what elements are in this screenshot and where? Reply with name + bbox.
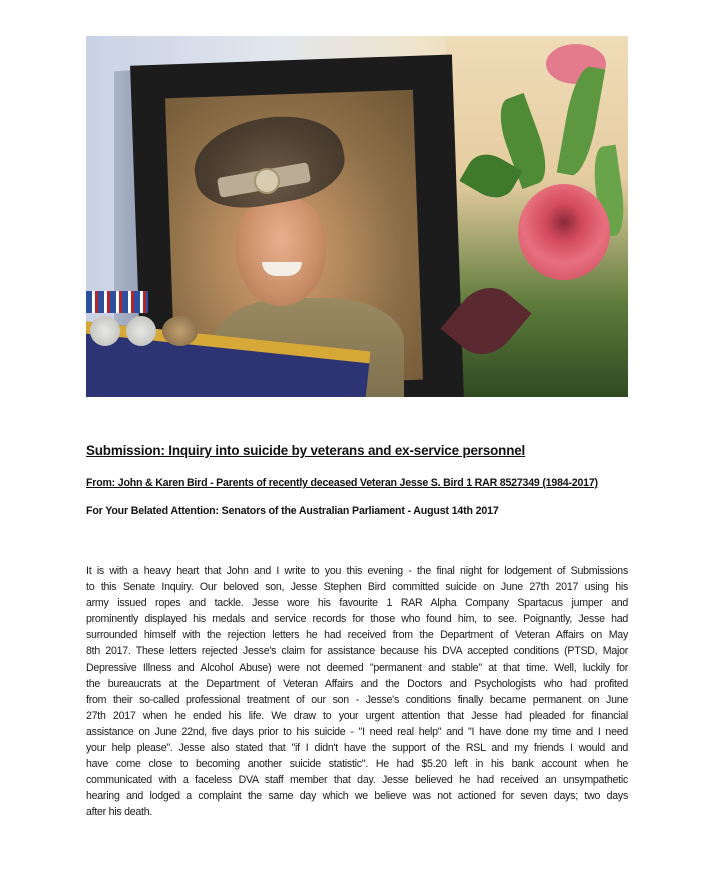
paragraph-line: after his death. <box>86 806 153 819</box>
medal-icon <box>162 316 198 346</box>
paragraph-line: the bureaucrats at the Department of Veteran Affairs and the Doctors and Psychologists who had profited <box>86 677 628 690</box>
body-paragraph <box>86 563 628 821</box>
from-line: From: John & Karen Bird - Parents of recently deceased Veteran Jesse S. Bird 1 RAR 8527349 (1984-2017) <box>86 477 598 489</box>
paragraph-line: have come close to becoming another suicide statistic". He had $5.20 left in his bank account when he <box>86 758 628 771</box>
protea-flower <box>518 184 610 280</box>
paragraph-line: It is with a heavy heart that John and I write to you this evening - the final night for lodgement of Submissions <box>86 565 628 577</box>
paragraph-line: 27th 2017 when he ended his life. We draw to your urgent attention that Jesse had pleaded for financial <box>86 709 628 722</box>
paragraph-line: communicated with a faceless DVA staff member that day. Jesse believed he had received an unsympathetic <box>86 774 628 787</box>
attention-line: For Your Belated Attention: Senators of the Australian Parliament - August 14th 2017 <box>86 505 499 517</box>
rising-sun-badge-icon <box>254 168 280 194</box>
paragraph-line: hearing and lodged a complaint the same day which we believe was not actioned for seven days; two days <box>86 790 628 803</box>
paragraph-line: surrounded himself with the rejection letters he had received from the Department of Veteran Affairs on May <box>86 629 628 642</box>
paragraph-line: prominently displayed his medals and service records for those who found him, to see. Poignantly, Jesse had <box>86 613 628 626</box>
paragraph-line: your help please". Jesse also stated that "if I didn't have the support of the RSL and my friends I would and <box>86 742 628 755</box>
paragraph-line: Depressive Illness and Alcohol Abuse) were not deemed "permanent and stable" at that time. Well, luckily for <box>86 661 628 674</box>
medal-icon <box>126 316 156 346</box>
soldier-face <box>236 196 326 306</box>
paragraph-line: to this Senate Inquiry. Our beloved son, Jesse Stephen Bird committed suicide on June 27th 2017 using his <box>86 581 628 594</box>
medal-ribbons <box>86 291 148 313</box>
paragraph-line: army issued ropes and tackle. Jesse wore his favourite 1 RAR Alpha Company Spartacus jumper and <box>86 597 628 610</box>
paragraph-line: assistance on June 22nd, five days prior to his suicide - "I need real help" and "I have done my time and I need <box>86 725 628 738</box>
paragraph-line: from their so-called professional treatment of our son - Jesse's conditions finally became permanent on June <box>86 693 628 706</box>
document-title: Submission: Inquiry into suicide by veterans and ex-service personnel <box>86 443 526 458</box>
paragraph-line: 8th 2017. These letters rejected Jesse's claim for assistance because his DVA accepted conditions (PTSD, Major <box>86 645 628 658</box>
memorial-photo <box>86 36 628 397</box>
medal-icon <box>90 316 120 346</box>
